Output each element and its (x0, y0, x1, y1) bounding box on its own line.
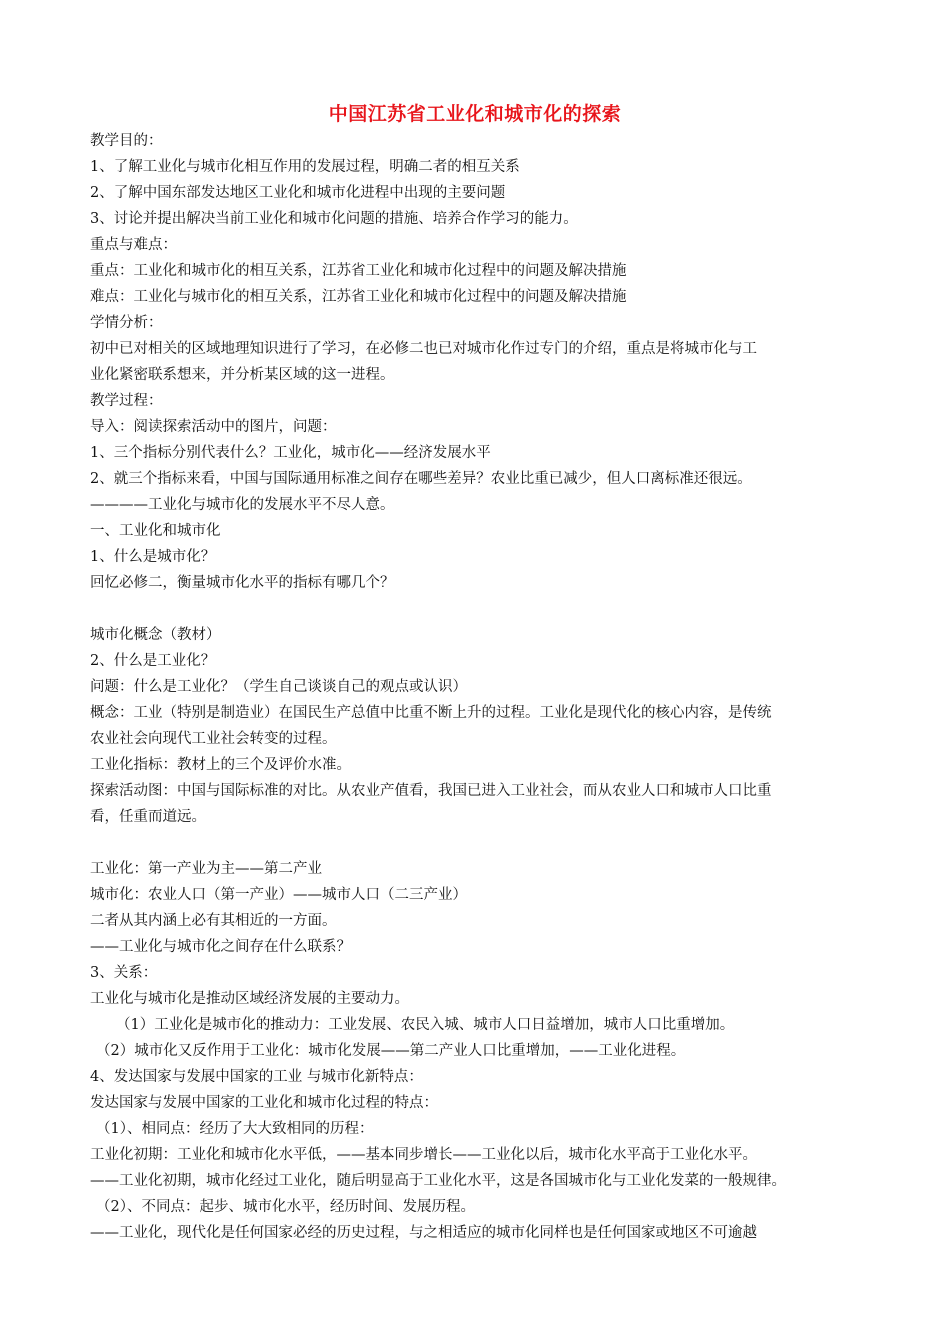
text-line: （1）工业化是城市化的推动力：工业发展、农民入城、城市人口日益增加，城市人口比重增加。 (116, 1017, 735, 1033)
text-line: 1、什么是城市化？ (90, 549, 216, 565)
text-line: 教学过程： (90, 393, 163, 409)
blank-line (90, 596, 865, 622)
text-line: 二者从其内涵上必有其相近的一方面。 (90, 913, 337, 929)
text-line: 学情分析： (90, 315, 163, 331)
blank-line (90, 830, 865, 856)
text-line: 业化紧密联系想来，并分析某区域的这一进程。 (90, 367, 395, 383)
text-line: 1、了解工业化与城市化相互作用的发展过程，明确二者的相互关系 (90, 159, 520, 175)
text-line: ——工业化初期，城市化经过工业化，随后明显高于工业化水平，这是各国城市化与工业化发菜的一般规律。 (90, 1173, 786, 1189)
text-line: 3、关系： (90, 965, 158, 981)
text-line: 4、发达国家与发展中国家的工业 与城市化新特点： (90, 1069, 423, 1085)
text-line: 工业化指标：教材上的三个及评价水准。 (90, 757, 351, 773)
text-line: （1）、相同点：经历了大大致相同的历程： (96, 1121, 374, 1137)
text-line: 回忆必修二，衡量城市化水平的指标有哪几个？ (90, 575, 395, 591)
text-line: ——工业化，现代化是任何国家必经的历史过程，与之相适应的城市化同样也是任何国家或地区不可逾越 (90, 1225, 757, 1241)
text-line: ————工业化与城市化的发展水平不尽人意。 (90, 497, 395, 513)
text-line: 探索活动图：中国与国际标准的对比。从农业产值看，我国已进入工业社会，而从农业人口和城市人口比重 (90, 783, 772, 799)
text-line: 难点：工业化与城市化的相互关系，江苏省工业化和城市化过程中的问题及解决措施 (90, 289, 627, 305)
text-line: 看，任重而道远。 (90, 809, 206, 825)
text-line: ——工业化与城市化之间存在什么联系？ (90, 939, 351, 955)
text-line: 导入：阅读探索活动中的图片，问题： (90, 419, 337, 435)
text-line: 城市化：农业人口（第一产业）——城市人口（二三产业） (90, 887, 467, 903)
document-title: 中国江苏省工业化和城市化的探索 (328, 103, 622, 125)
text-line: （2）城市化又反作用于工业化：城市化发展——第二产业人口比重增加，——工业化进程。 (96, 1043, 686, 1059)
text-line: 2、就三个指标来看，中国与国际通用标准之间存在哪些差异？农业比重已减少，但人口离标准还很远。 (90, 471, 752, 487)
text-line: 2、了解中国东部发达地区工业化和城市化进程中出现的主要问题 (90, 185, 506, 201)
text-line: 一、工业化和城市化 (90, 523, 221, 539)
text-line: 工业化初期：工业化和城市化水平低，——基本同步增长——工业化以后，城市化水平高于工业化水平。 (90, 1147, 757, 1163)
text-line: 问题：什么是工业化？（学生自己谈谈自己的观点或认识） (90, 679, 467, 695)
text-line: 工业化：第一产业为主——第二产业 (90, 861, 322, 877)
text-line: 2、什么是工业化？ (90, 653, 216, 669)
document-body (90, 128, 865, 1246)
text-line: 农业社会向现代工业社会转变的过程。 (90, 731, 337, 747)
text-line: 3、讨论并提出解决当前工业化和城市化问题的措施、培养合作学习的能力。 (90, 211, 578, 227)
text-line: 重点：工业化和城市化的相互关系，江苏省工业化和城市化过程中的问题及解决措施 (90, 263, 627, 279)
text-line: 工业化与城市化是推动区域经济发展的主要动力。 (90, 991, 409, 1007)
text-line: 重点与难点： (90, 237, 177, 253)
text-line: 城市化概念（教材） (90, 627, 221, 643)
text-line: 1、三个指标分别代表什么？工业化，城市化——经济发展水平 (90, 445, 491, 461)
text-line: 初中已对相关的区域地理知识进行了学习，在必修二也已对城市化作过专门的介绍，重点是将城市化与工 (90, 341, 757, 357)
text-line: 教学目的： (90, 133, 163, 149)
text-line: （2）、不同点：起步、城市化水平，经历时间、发展历程。 (96, 1199, 475, 1215)
text-line: 概念：工业（特别是制造业）在国民生产总值中比重不断上升的过程。工业化是现代化的核心内容，是传统 (90, 705, 772, 721)
text-line: 发达国家与发展中国家的工业化和城市化过程的特点： (90, 1095, 438, 1111)
